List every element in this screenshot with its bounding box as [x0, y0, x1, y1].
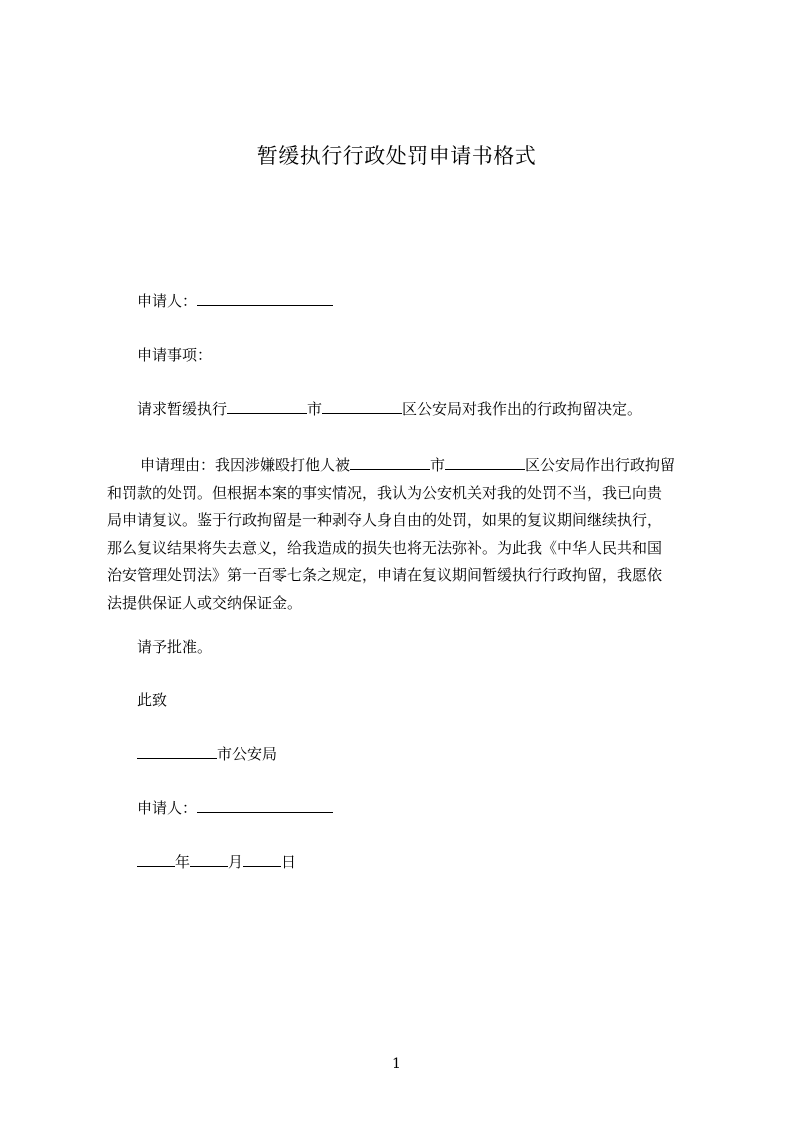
recipient-city-blank: [137, 743, 217, 759]
recipient-text: 市公安局: [217, 745, 278, 763]
reason-line-5: 治安管理处罚法》第一百零七条之规定，申请在复议期间暂缓执行行政拘留，我愿依: [107, 566, 663, 585]
applicant-label-2: 申请人：: [137, 799, 198, 817]
matter-label: 申请事项：: [137, 346, 213, 364]
reason-text-1c: 区公安局作出行政拘留: [525, 456, 676, 474]
year-label: 年: [175, 853, 191, 871]
reason-line-2: 和罚款的处罚。但根据本案的事实情况，我认为公安机关对我的处罚不当，我已向贵: [107, 483, 663, 502]
date-line: [137, 851, 296, 872]
page-number: 1: [392, 1056, 401, 1072]
month-blank: [190, 851, 228, 867]
applicant-signature-line: [137, 797, 333, 818]
day-blank: [243, 851, 281, 867]
district-blank: [322, 398, 402, 414]
request-text-3: 区公安局对我作出的行政拘留决定。: [402, 400, 643, 418]
request-text-1: 请求暂缓执行: [137, 400, 228, 418]
reason-line-4: 那么复议结果将失去意义，给我造成的损失也将无法弥补。为此我《中华人民共和国: [107, 538, 663, 557]
city-blank: [227, 398, 307, 414]
salutation-text: 此致: [137, 691, 168, 709]
reason-city-blank: [350, 454, 430, 470]
reason-line-3: 局申请复议。鉴于行政拘留是一种剥夺人身自由的处罚，如果的复议期间继续执行，: [107, 511, 663, 530]
reason-text-1a: 申请理由：我因涉嫌殴打他人被: [140, 456, 351, 474]
reason-text-1b: 市: [430, 456, 446, 474]
document-title: 暂缓执行行政处罚申请书格式: [256, 144, 537, 168]
request-line: [137, 398, 642, 419]
year-blank: [137, 851, 175, 867]
request-text-2: 市: [307, 400, 323, 418]
applicant-blank: [197, 290, 333, 306]
applicant-signature-blank: [197, 797, 333, 813]
reason-line-6: 法提供保证人或交纳保证金。: [107, 593, 303, 612]
approval-text: 请予批准。: [137, 638, 213, 656]
applicant-line: [137, 290, 333, 311]
day-label: 日: [281, 853, 297, 871]
reason-line-1: [107, 452, 702, 480]
applicant-label: 申请人：: [137, 292, 198, 310]
recipient-line: [137, 743, 277, 764]
month-label: 月: [228, 853, 244, 871]
reason-district-blank: [445, 454, 525, 470]
reason-paragraph: [107, 452, 702, 618]
